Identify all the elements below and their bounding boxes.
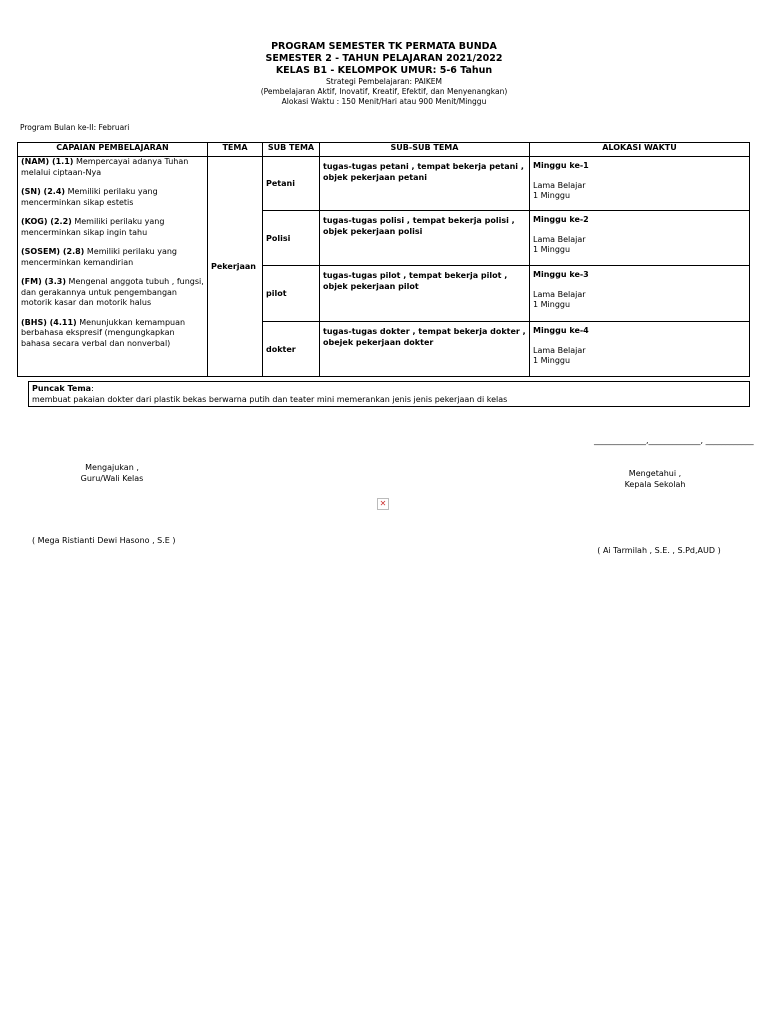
strategy-line: Strategi Pembelajaran: PAIKEM	[326, 77, 442, 86]
program-table	[17, 142, 750, 377]
sub-tema-cell: pilot	[263, 266, 320, 322]
teacher-role-2: Guru/Wali Kelas	[80, 474, 144, 483]
lama-belajar: Lama Belajar	[533, 234, 586, 244]
title-line-2: SEMESTER 2 - TAHUN PELAJARAN 2021/2022	[265, 53, 503, 64]
header-sub-tema: SUB TEMA	[263, 143, 320, 157]
duration: 1 Minggu	[533, 300, 571, 309]
capaian-item: (NAM) (1.1) Mempercayai adanya Tuhan melalui ciptaan-Nya	[21, 157, 189, 177]
week-label: Minggu ke-3	[533, 270, 589, 279]
sub-tema-cell: Petani	[263, 157, 320, 211]
title-line-3: KELAS B1 - KELOMPOK UMUR: 5-6 Tahun	[275, 65, 493, 76]
header-capaian: CAPAIAN PEMBELAJARAN	[18, 143, 208, 157]
sub-sub-tema-cell: tugas-tugas petani , tempat bekerja petani , objek pekerjaan petani	[320, 157, 530, 211]
sub-sub-tema-cell: tugas-tugas pilot , tempat bekerja pilot , objek pekerjaan pilot	[320, 266, 530, 322]
sub-sub-tema-cell: tugas-tugas dokter , tempat bekerja dokter , obejek pekerjaan dokter	[320, 322, 530, 377]
sub-sub-tema-cell: tugas-tugas polisi , tempat bekerja polisi , objek pekerjaan polisi	[320, 211, 530, 266]
broken-image-icon: ✕	[377, 498, 389, 510]
header-alokasi: ALOKASI WAKTU	[530, 143, 750, 157]
puncak-tema-box	[28, 381, 750, 407]
title-line-1: PROGRAM SEMESTER TK PERMATA BUNDA	[271, 41, 497, 52]
table-header-row	[18, 143, 750, 157]
sub-tema-cell: dokter	[263, 322, 320, 377]
capaian-item: (SN) (2.4) Memiliki perilaku yang mencerminkan sikap estetis	[21, 187, 158, 207]
strategy-description: (Pembelajaran Aktif, Inovatif, Kreatif, Efektif, dan Menyenangkan)	[260, 87, 508, 96]
teacher-signature-block	[62, 462, 162, 484]
principal-role-2: Kepala Sekolah	[624, 480, 686, 489]
puncak-tema-text: membuat pakaian dokter dari plastik bekas berwarna putih dan teater mini memerankan jenis jenis pekerjaan di kelas	[32, 395, 508, 404]
week-label: Minggu ke-2	[533, 215, 589, 224]
duration: 1 Minggu	[533, 356, 571, 365]
teacher-role-1: Mengajukan ,	[85, 463, 139, 472]
capaian-item: (KOG) (2.2) Memiliki perilaku yang mencerminkan sikap ingin tahu	[21, 217, 165, 237]
sub-tema-cell: Polisi	[263, 211, 320, 266]
document-header	[0, 41, 768, 107]
header-tema: TEMA	[208, 143, 263, 157]
teacher-name: ( Mega Ristianti Dewi Hasono , S.E )	[32, 536, 176, 545]
header-sub-sub-tema: SUB-SUB TEMA	[320, 143, 530, 157]
lama-belajar: Lama Belajar	[533, 289, 586, 299]
date-line: _____________,_____________, ____________	[594, 436, 754, 445]
principal-signature-block	[605, 468, 705, 490]
alokasi-cell	[530, 211, 750, 266]
principal-role-1: Mengetahui ,	[628, 469, 682, 478]
alokasi-cell	[530, 266, 750, 322]
program-month: Program Bulan ke-II: Februari	[20, 123, 130, 132]
puncak-tema-title: Puncak Tema:	[32, 384, 94, 393]
capaian-item: (SOSEM) (2.8) Memiliki perilaku yang mencerminkan kemandirian	[21, 247, 177, 267]
lama-belajar: Lama Belajar	[533, 180, 586, 190]
time-allocation: Alokasi Waktu : 150 Menit/Hari atau 900 Menit/Minggu	[281, 97, 487, 106]
table-row	[18, 157, 750, 211]
tema-cell: Pekerjaan	[208, 157, 263, 377]
week-label: Minggu ke-4	[533, 326, 589, 335]
principal-name: ( Ai Tarmilah , S.E. , S.Pd,AUD )	[597, 546, 721, 555]
alokasi-cell	[530, 157, 750, 211]
duration: 1 Minggu	[533, 191, 571, 200]
alokasi-cell	[530, 322, 750, 377]
capaian-item: (BHS) (4.11) Menunjukkan kemampuan berbahasa ekspresif (mengungkapkan bahasa secara verbal dan nonverbal)	[21, 317, 186, 348]
capaian-item: (FM) (3.3) Mengenal anggota tubuh , fungsi, dan gerakannya untuk pengembangan motorik kasar dan motorik halus	[21, 277, 204, 307]
capaian-cell	[18, 157, 208, 377]
lama-belajar: Lama Belajar	[533, 345, 586, 355]
week-label: Minggu ke-1	[533, 161, 589, 170]
duration: 1 Minggu	[533, 245, 571, 254]
